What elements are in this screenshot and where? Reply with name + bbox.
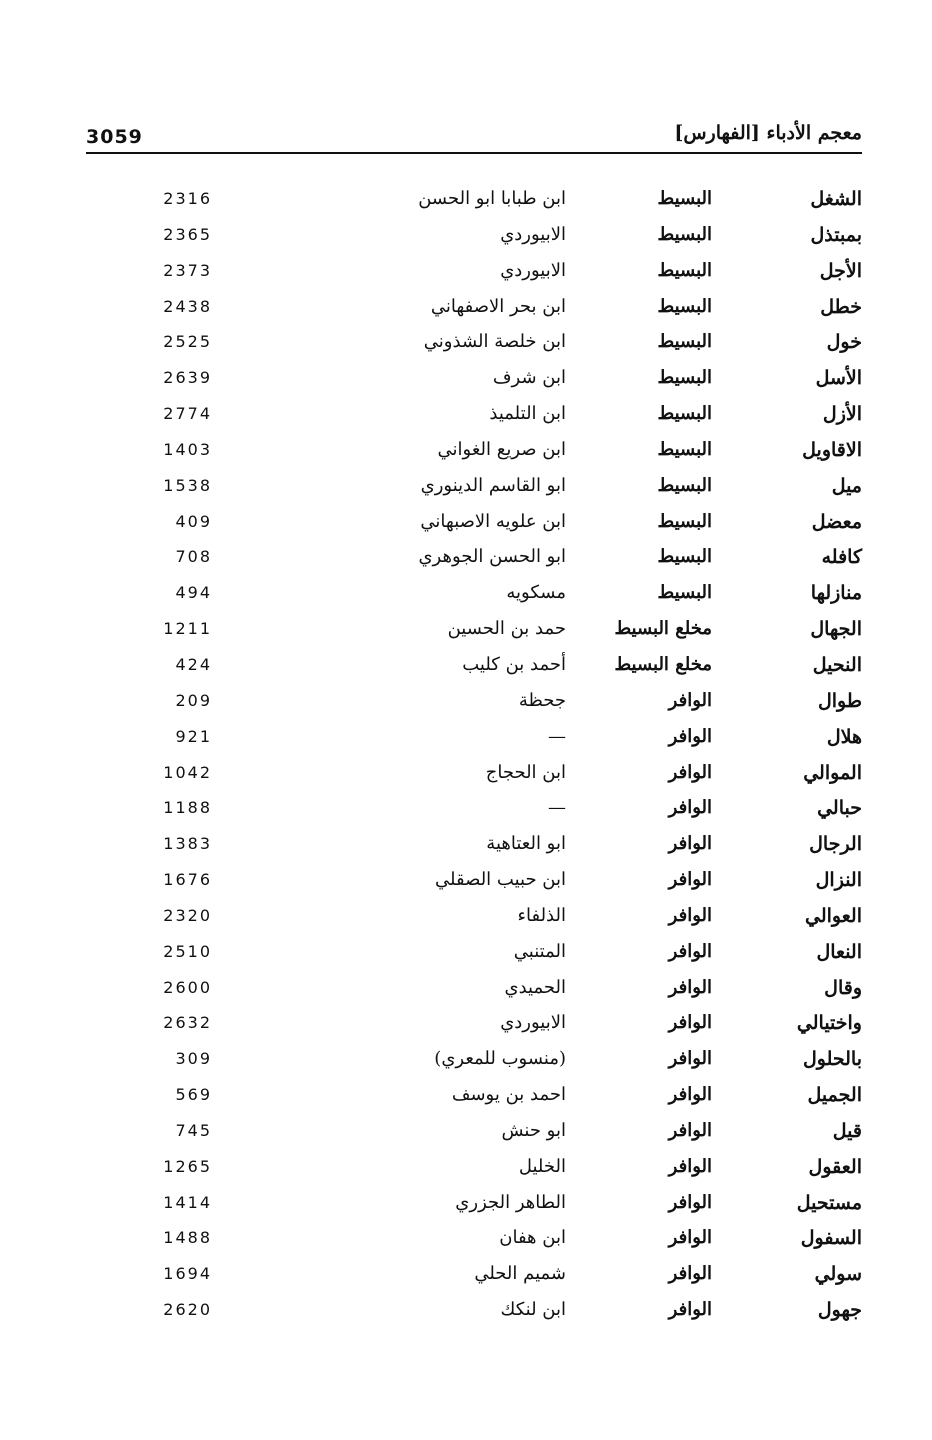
- rhyme-word: الأزل: [822, 403, 862, 426]
- rhyme-word: كافله: [821, 546, 862, 569]
- rhyme-word: النعال: [816, 940, 862, 963]
- meter-name: البسيط: [657, 403, 712, 425]
- index-row: [0, 970, 932, 1006]
- rhyme-word: قيل: [832, 1119, 862, 1142]
- page-reference: 2510: [163, 941, 212, 961]
- poet-name: —: [548, 725, 566, 747]
- index-table: [0, 181, 932, 1328]
- meter-name: الوافر: [668, 1227, 712, 1249]
- meter-name: الوافر: [668, 689, 712, 711]
- meter-name: الوافر: [668, 1263, 712, 1285]
- rhyme-word: العوالي: [805, 904, 862, 927]
- poet-name: ابن حبيب الصقلي: [435, 869, 566, 891]
- meter-name: الوافر: [668, 1299, 712, 1321]
- page-reference: 2639: [163, 368, 212, 388]
- page-reference: 1538: [163, 475, 212, 495]
- meter-name: الوافر: [668, 1155, 712, 1177]
- poet-name: ابن علويه الاصبهاني: [420, 510, 566, 532]
- rhyme-word: النحيل: [812, 653, 862, 676]
- index-row: [0, 1220, 932, 1256]
- meter-name: الوافر: [668, 904, 712, 926]
- index-row: [0, 396, 932, 432]
- page-header: [86, 118, 862, 154]
- index-row: [0, 826, 932, 862]
- page-reference: 409: [175, 511, 212, 531]
- index-row: [0, 934, 932, 970]
- rhyme-word: واختيالي: [796, 1012, 862, 1035]
- poet-name: ابو الحسن الجوهري: [418, 546, 566, 568]
- meter-name: الوافر: [668, 725, 712, 747]
- index-row: [0, 1256, 932, 1292]
- meter-name: البسيط: [657, 510, 712, 532]
- poet-name: الخليل: [518, 1155, 566, 1177]
- rhyme-word: الأجل: [819, 259, 862, 282]
- poet-name: الذلفاء: [517, 904, 566, 926]
- index-row: [0, 1185, 932, 1221]
- meter-name: مخلع البسيط: [614, 653, 712, 675]
- index-row: [0, 1077, 932, 1113]
- meter-name: الوافر: [668, 976, 712, 998]
- rhyme-word: خطل: [820, 295, 862, 318]
- poet-name: المتنبي: [513, 940, 566, 962]
- rhyme-word: الاقاويل: [802, 438, 862, 461]
- rhyme-word: العقول: [808, 1155, 862, 1178]
- rhyme-word: حبالي: [817, 797, 862, 820]
- poet-name: الحميدي: [504, 976, 566, 998]
- page-reference: 309: [175, 1049, 212, 1069]
- index-row: [0, 1041, 932, 1077]
- index-row: [0, 862, 932, 898]
- poet-name: الطاهر الجزري: [455, 1191, 566, 1213]
- meter-name: البسيط: [657, 259, 712, 281]
- meter-name: الوافر: [668, 1012, 712, 1034]
- index-row: [0, 898, 932, 934]
- rhyme-word: الجميل: [807, 1084, 862, 1107]
- poet-name: ابن التلميذ: [489, 403, 566, 425]
- page-reference: 1414: [163, 1192, 212, 1212]
- index-row: [0, 1005, 932, 1041]
- page-reference: 2316: [163, 189, 212, 208]
- poet-name: الابيوردي: [500, 259, 566, 281]
- page-reference: 921: [175, 726, 212, 746]
- meter-name: البسيط: [657, 331, 712, 353]
- poet-name: (منسوب للمعري): [434, 1048, 566, 1070]
- page-reference: 2600: [163, 977, 212, 997]
- poet-name: الابيوردي: [500, 1012, 566, 1034]
- page-reference: 1383: [163, 834, 212, 854]
- poet-name: مسكويه: [506, 582, 566, 604]
- rhyme-word: بالحلول: [802, 1048, 862, 1071]
- rhyme-word: الجهال: [810, 618, 862, 641]
- meter-name: الوافر: [668, 1048, 712, 1070]
- index-row: [0, 468, 932, 504]
- index-row: [0, 611, 932, 647]
- page-reference: 1403: [163, 439, 212, 459]
- poet-name: احمد بن يوسف: [451, 1084, 566, 1106]
- page-reference: 1042: [163, 762, 212, 782]
- meter-name: الوافر: [668, 869, 712, 891]
- rhyme-word: الشغل: [810, 188, 862, 210]
- rhyme-word: هلال: [826, 725, 862, 748]
- index-row: [0, 324, 932, 360]
- page-reference: 745: [175, 1120, 212, 1140]
- index-row: [0, 539, 932, 575]
- index-row: [0, 719, 932, 755]
- meter-name: البسيط: [657, 223, 712, 245]
- meter-name: البسيط: [657, 188, 712, 209]
- running-title: معجم الأدباء [الفهارس]: [674, 122, 862, 144]
- page-reference: 2373: [163, 260, 212, 280]
- rhyme-word: السفول: [800, 1227, 862, 1250]
- rhyme-word: الموالي: [803, 761, 862, 784]
- index-row: [0, 253, 932, 289]
- rhyme-word: ميل: [831, 474, 862, 497]
- page-reference: 424: [175, 654, 212, 674]
- page-reference: 1488: [163, 1228, 212, 1248]
- poet-name: أحمد بن كليب: [462, 653, 566, 675]
- meter-name: الوافر: [668, 1191, 712, 1213]
- poet-name: ابن لنكك: [500, 1299, 566, 1321]
- meter-name: البسيط: [657, 474, 712, 496]
- index-row: [0, 790, 932, 826]
- page-number: 3059: [86, 126, 143, 148]
- index-row: [0, 217, 932, 253]
- page-reference: 1694: [163, 1264, 212, 1284]
- meter-name: البسيط: [657, 438, 712, 460]
- poet-name: ابن صريع الغواني: [437, 438, 566, 460]
- index-row: [0, 1292, 932, 1328]
- page-reference: 1188: [163, 798, 212, 818]
- meter-name: مخلع البسيط: [614, 618, 712, 640]
- meter-name: الوافر: [668, 940, 712, 962]
- index-row: [0, 1113, 932, 1149]
- page-reference: 2438: [163, 296, 212, 316]
- page-reference: 569: [175, 1085, 212, 1105]
- meter-name: البسيط: [657, 367, 712, 389]
- page-reference: 1211: [163, 619, 212, 639]
- poet-name: ابن هفان: [499, 1227, 566, 1249]
- rhyme-word: منازلها: [810, 582, 862, 605]
- meter-name: البسيط: [657, 582, 712, 604]
- meter-name: الوافر: [668, 1119, 712, 1141]
- index-row: [0, 575, 932, 611]
- page-reference: 2632: [163, 1013, 212, 1033]
- poet-name: جحظة: [518, 689, 566, 711]
- index-row: [0, 504, 932, 540]
- meter-name: الوافر: [668, 761, 712, 783]
- rhyme-word: الرجال: [809, 833, 862, 856]
- poet-name: ابن بحر الاصفهاني: [430, 295, 566, 317]
- poet-name: شميم الحلي: [474, 1263, 566, 1285]
- poet-name: ابن الحجاج: [485, 761, 566, 783]
- rhyme-word: خول: [826, 331, 862, 354]
- index-row: [0, 181, 932, 217]
- page-reference: 2620: [163, 1300, 212, 1320]
- poet-name: ابن طبابا ابو الحسن: [418, 188, 566, 209]
- rhyme-word: مستحيل: [796, 1191, 862, 1214]
- rhyme-word: بمبتذل: [810, 223, 862, 246]
- meter-name: البسيط: [657, 546, 712, 568]
- page-reference: 708: [175, 547, 212, 567]
- meter-name: البسيط: [657, 295, 712, 317]
- page-reference: 2525: [163, 332, 212, 352]
- index-row: [0, 755, 932, 791]
- poet-name: —: [548, 797, 566, 819]
- rhyme-word: الأسل: [815, 367, 862, 390]
- meter-name: الوافر: [668, 833, 712, 855]
- index-row: [0, 360, 932, 396]
- rhyme-word: طوال: [817, 689, 862, 712]
- poet-name: ابو العتاهية: [486, 833, 566, 855]
- meter-name: الوافر: [668, 797, 712, 819]
- page-reference: 2365: [163, 224, 212, 244]
- poet-name: ابن شرف: [492, 367, 566, 389]
- rhyme-word: سولي: [814, 1263, 862, 1286]
- index-row: [0, 1149, 932, 1185]
- index-row: [0, 289, 932, 325]
- page-reference: 494: [175, 583, 212, 603]
- poet-name: الابيوردي: [500, 223, 566, 245]
- poet-name: ابو القاسم الدينوري: [420, 474, 566, 496]
- index-row: [0, 683, 932, 719]
- poet-name: ابو حنش: [501, 1119, 566, 1141]
- rhyme-word: معضل: [811, 510, 862, 533]
- index-row: [0, 432, 932, 468]
- index-row: [0, 647, 932, 683]
- page-reference: 2774: [163, 404, 212, 424]
- rhyme-word: النزال: [815, 869, 862, 892]
- page-reference: 1676: [163, 870, 212, 890]
- page-reference: 209: [175, 690, 212, 710]
- meter-name: الوافر: [668, 1084, 712, 1106]
- poet-name: ابن خلصة الشذوني: [423, 331, 566, 353]
- rhyme-word: وقال: [824, 976, 862, 999]
- page-reference: 1265: [163, 1156, 212, 1176]
- page-reference: 2320: [163, 905, 212, 925]
- rhyme-word: جهول: [817, 1299, 862, 1322]
- poet-name: حمد بن الحسين: [447, 618, 566, 640]
